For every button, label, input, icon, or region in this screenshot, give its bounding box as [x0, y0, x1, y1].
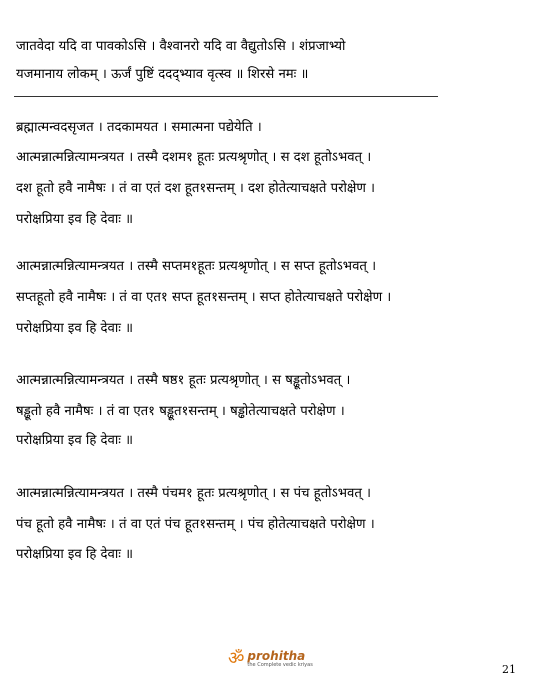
verse-line: पंच हूतो हवै नामैषः । तं वा एतं पंच हूत१सन्तम् । पंच होतेत्याचक्षते परोक्षेण । — [16, 517, 375, 532]
intro-line: ब्रह्मात्मन्वदसृजत । तदकामयत । समात्मना पद्येयेति । — [16, 120, 262, 135]
brand-tagline: the Complete vedic kriyas — [247, 662, 313, 668]
verse-line: आत्मन्नात्मन्नित्यामन्त्रयत । तस्मै पंचम१ हूतः प्रत्यश्रृणोत् । स पंच हूतोऽभवत् । — [16, 486, 372, 501]
prohitha-logo — [228, 650, 313, 668]
om-icon: ॐ — [228, 648, 245, 669]
verse-line: परोक्षप्रिया इव हि देवाः ॥ — [16, 321, 134, 336]
verse-line: परोक्षप्रिया इव हि देवाः ॥ — [16, 212, 134, 227]
header-line-2: यजमानाय लोकम् । ऊर्जं पुष्टिं ददद्भ्याव वृत्स्व ॥ शिरसे नमः ॥ — [16, 67, 309, 82]
verse-line: आत्मन्नात्मन्नित्यामन्त्रयत । तस्मै दशम१ हूतः प्रत्यश्रृणोत् । स दश हूतोऽभवत् । — [16, 150, 372, 165]
header-line-1: जातवेदा यदि वा पावकोऽसि । वैश्वानरो यदि वा वैद्युतोऽसि । शंप्रजाभ्यो — [16, 39, 346, 54]
verse-line: षड्ढूतो हवै नामैषः । तं वा एत१ षड्ढूत१सन्तम् । षड्ढोतेत्याचक्षते परोक्षेण । — [16, 404, 345, 419]
verse-line: सप्तहूतो हवै नामैषः । तं वा एत१ सप्त हूत१सन्तम् । सप्त होतेत्याचक्षते परोक्षेण । — [16, 290, 392, 305]
verse-line: आत्मन्नात्मन्नित्यामन्त्रयत । तस्मै षष्ठ१ हूतः प्रत्यश्रृणोत् । स षड्ढूतोऽभवत् । — [16, 373, 351, 388]
verse-line: परोक्षप्रिया इव हि देवाः ॥ — [16, 547, 134, 562]
verse-line: दश हूतो हवै नामैषः । तं वा एतं दश हूत१सन्तम् । दश होतेत्याचक्षते परोक्षेण । — [16, 181, 376, 196]
verse-line: परोक्षप्रिया इव हि देवाः ॥ — [16, 433, 134, 448]
page-number: 21 — [502, 663, 516, 676]
verse-line: आत्मन्नात्मन्नित्यामन्त्रयत । तस्मै सप्तम१हूतः प्रत्यश्रृणोत् । स सप्त हूतोऽभवत् । — [16, 259, 377, 274]
brand-name: prohitha — [247, 649, 306, 663]
divider-line — [14, 96, 438, 97]
